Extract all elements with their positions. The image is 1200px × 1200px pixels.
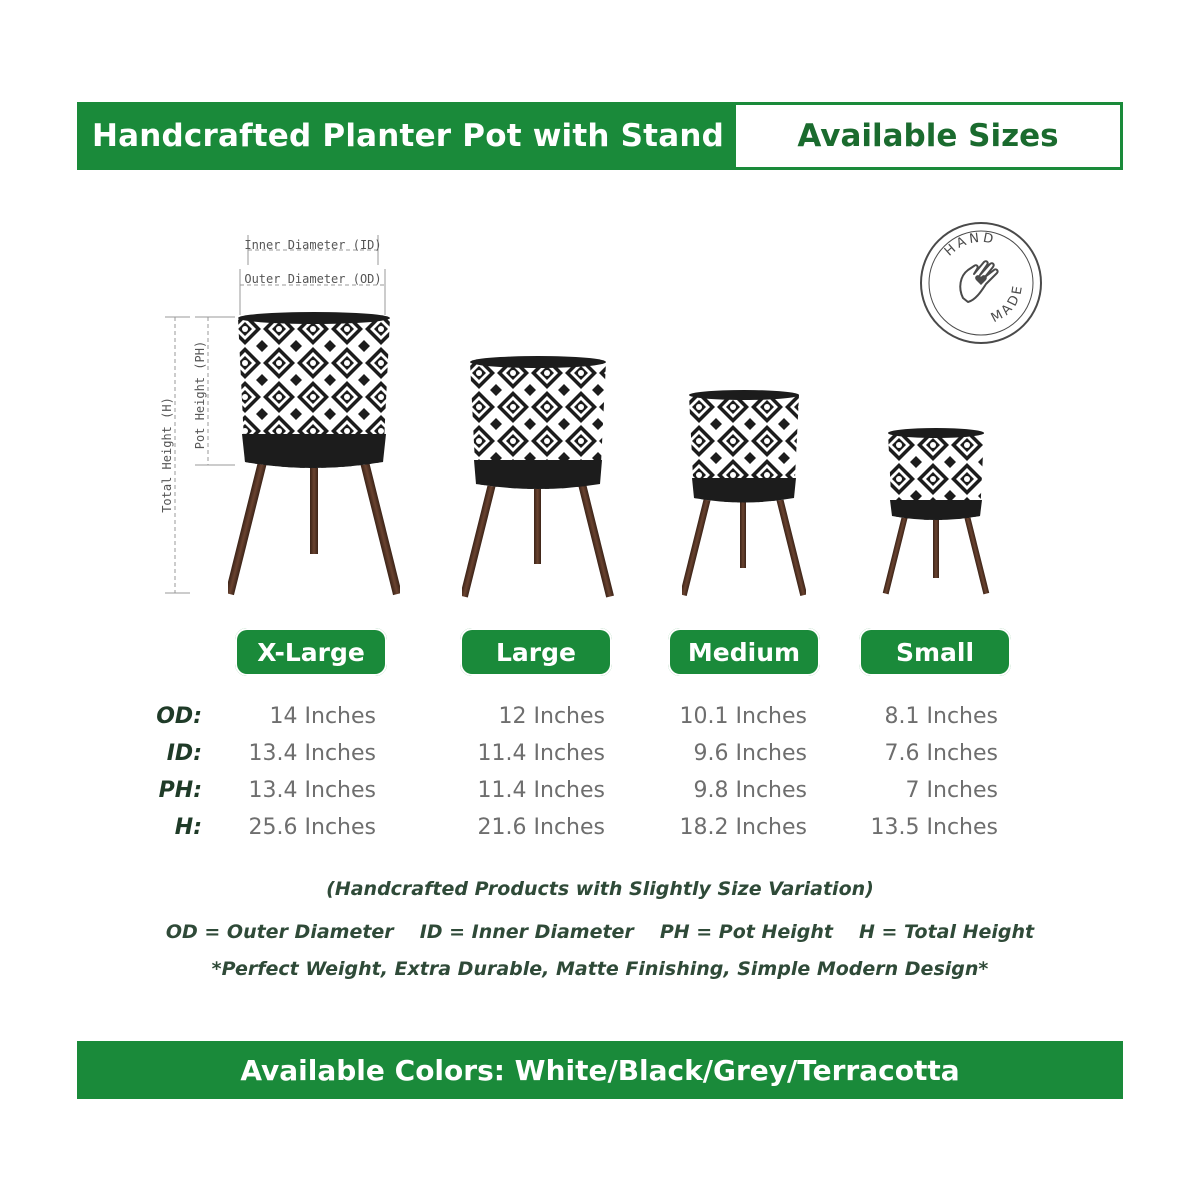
svg-text:MADE bbox=[989, 282, 1027, 326]
handmade-stamp-icon bbox=[918, 220, 1044, 346]
row-label-id: ID: bbox=[166, 741, 202, 766]
header-banner bbox=[77, 102, 1123, 170]
medium-h-value: 18.2 Inches bbox=[679, 815, 807, 840]
legend-h: H = Total Height bbox=[858, 921, 1035, 943]
medium-id-value: 9.6 Inches bbox=[693, 741, 807, 766]
size-button-large[interactable]: Large bbox=[460, 628, 612, 676]
large-ph-value: 11.4 Inches bbox=[477, 778, 605, 803]
xlarge-od-value: 14 Inches bbox=[269, 704, 376, 729]
legend-ph: PH = Pot Height bbox=[659, 921, 833, 943]
size-variation-note: (Handcrafted Products with Slightly Size Variation) bbox=[326, 878, 874, 900]
pot-small-image bbox=[882, 428, 990, 598]
legend-id: ID = Inner Diameter bbox=[419, 921, 634, 943]
xlarge-id-value: 13.4 Inches bbox=[248, 741, 376, 766]
pot-xlarge-image bbox=[228, 312, 400, 598]
product-title: Handcrafted Planter Pot with Stand bbox=[80, 105, 736, 167]
row-label-h: H: bbox=[174, 815, 202, 840]
available-sizes-title: Available Sizes bbox=[797, 118, 1059, 154]
xlarge-ph-value: 13.4 Inches bbox=[248, 778, 376, 803]
features-note: *Perfect Weight, Extra Durable, Matte Finishing, Simple Modern Design* bbox=[211, 958, 989, 980]
small-od-value: 8.1 Inches bbox=[884, 704, 998, 729]
xlarge-h-value: 25.6 Inches bbox=[248, 815, 376, 840]
svg-text:HAND bbox=[942, 231, 998, 260]
large-od-value: 12 Inches bbox=[498, 704, 605, 729]
size-button-medium[interactable]: Medium bbox=[668, 628, 820, 676]
row-label-od: OD: bbox=[156, 704, 202, 729]
available-colors-banner: Available Colors: White/Black/Grey/Terracotta bbox=[77, 1041, 1123, 1099]
legend-od: OD = Outer Diameter bbox=[165, 921, 394, 943]
small-h-value: 13.5 Inches bbox=[870, 815, 998, 840]
pot-large-image bbox=[462, 356, 614, 600]
inner-diameter-label: Inner Diameter (ID) bbox=[244, 238, 382, 252]
large-h-value: 21.6 Inches bbox=[477, 815, 605, 840]
pot-height-label: Pot Height (PH) bbox=[193, 340, 207, 450]
stamp-text-bottom: MADE bbox=[988, 282, 1027, 327]
abbreviation-legend bbox=[0, 921, 1200, 943]
medium-ph-value: 9.8 Inches bbox=[693, 778, 807, 803]
pot-medium-image bbox=[682, 390, 806, 600]
size-button-xlarge[interactable]: X-Large bbox=[235, 628, 387, 676]
small-ph-value: 7 Inches bbox=[905, 778, 998, 803]
row-label-ph: PH: bbox=[158, 778, 202, 803]
small-id-value: 7.6 Inches bbox=[884, 741, 998, 766]
size-button-small[interactable]: Small bbox=[859, 628, 1011, 676]
total-height-label: Total Height (H) bbox=[160, 397, 174, 513]
large-id-value: 11.4 Inches bbox=[477, 741, 605, 766]
outer-diameter-label: Outer Diameter (OD) bbox=[244, 272, 382, 286]
medium-od-value: 10.1 Inches bbox=[679, 704, 807, 729]
stamp-text-top: HAND bbox=[941, 230, 998, 260]
